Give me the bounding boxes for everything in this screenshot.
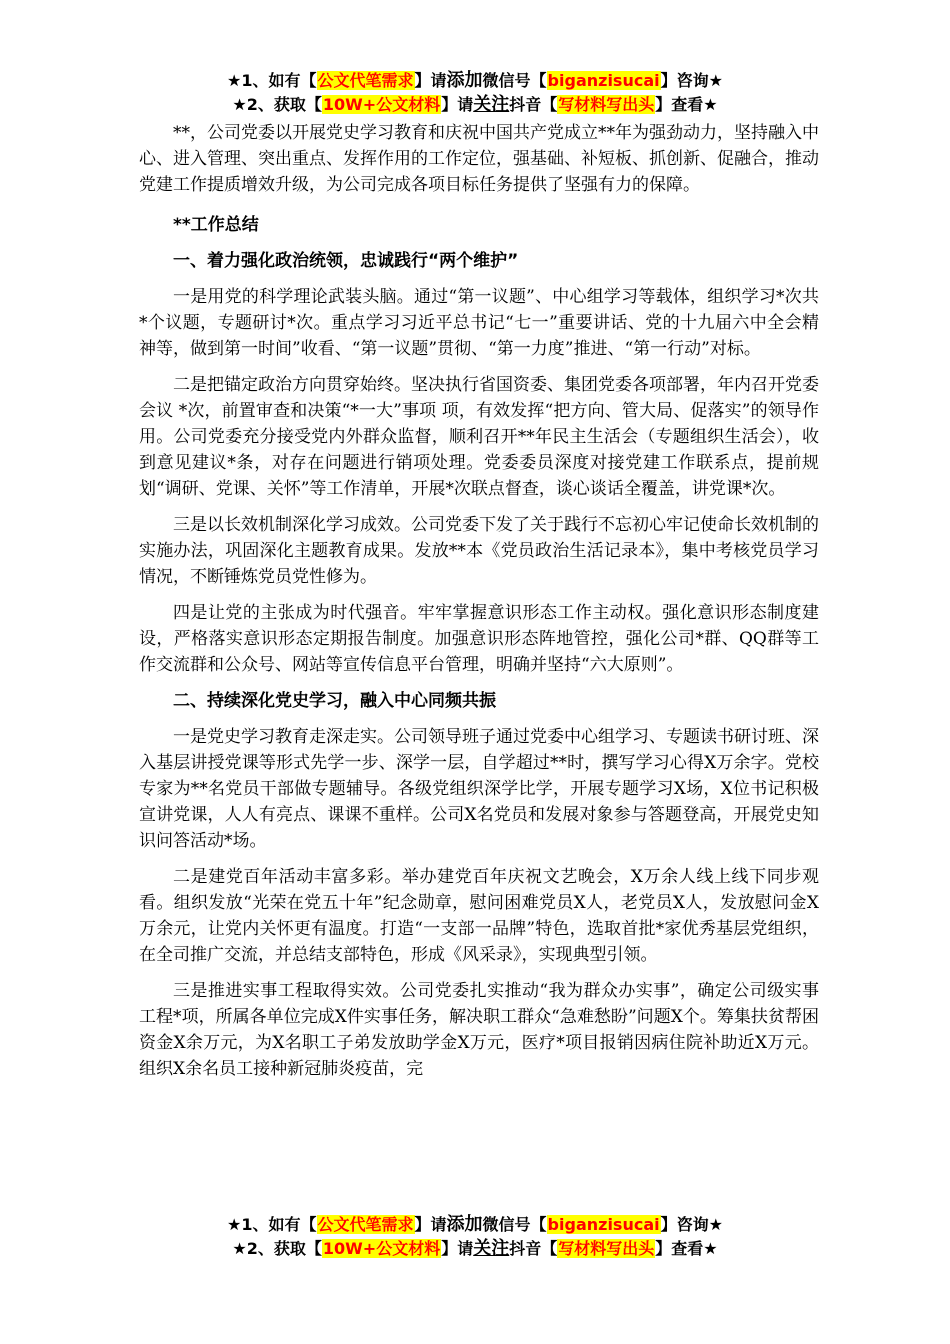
- banner-line-2: ★2、获取【10W+公文材料】请关注抖音【写材料写出头】查看★: [232, 94, 718, 115]
- highlight-wechat-id: biganzisucai: [547, 1215, 660, 1234]
- section-1-heading: 一、着力强化政治统领，忠诚践行“两个维护”: [173, 251, 519, 271]
- section-2-paragraph: 一是党史学习教育走深走实。公司领导班子通过党委中心组学习、专题读书研讨班、深入基层讲授党课等形式先学一步、深学一层，自学超过**时，撰写学习心得X万余字。党校专家为**名党员干部做专题辅导。各级党组织深学比学，开展专题学习X场，X位书记积极宣讲党课，人人有亮点、课课不重样。公司X名党员和发展对象参与答题登高，开展党史知识问答活动*场。: [139, 727, 819, 851]
- section-1-paragraph: 二是把锚定政治方向贯穿始终。坚决执行省国资委、集团党委各项部署，年内召开党委会议 *次，前置审查和决策“*一大”事项 项，有效发挥“把方向、管大局、促落实”的领导作用。公司党委充分接受党内外群众监督，顺利召开**年民主生活会（专题组织生活会），收到意见建议*条，对存在问题进行销项处理。党委委员深度对接党建工作联系点，提前规划“调研、党课、关怀”等工作清单，开展*次联点督查，谈心谈话全覆盖，讲党课*次。: [139, 375, 819, 499]
- highlight-materials: 10W+公文材料: [322, 1239, 441, 1258]
- summary-heading: **工作总结: [173, 215, 259, 235]
- intro-paragraph: **，公司党委以开展党史学习教育和庆祝中国共产党成立**年为强劲动力，坚持融入中心、进入管理、突出重点、发挥作用的工作定位，强基础、补短板、抓创新、促融合，推动党建工作提质增效升级，为公司完成各项目标任务提供了坚强有力的保障。: [139, 123, 819, 195]
- section-2-paragraph: 二是建党百年活动丰富多彩。举办建党百年庆祝文艺晚会，X万余人线上线下同步观看。组织发放“光荣在党五十年”纪念勋章，慰问困难党员X人，老党员X人，发放慰问金X万余元，让党内关怀更有温度。打造“一支部一品牌”特色，选取首批*家优秀基层党组织，在全司推广交流，并总结支部特色，形成《风采录》，实现典型引领。: [139, 867, 819, 965]
- section-2-heading: 二、持续深化党史学习，融入中心同频共振: [173, 691, 496, 711]
- bottom-banner: [0, 1213, 950, 1261]
- document-body: [139, 120, 819, 1092]
- highlight-service: 公文代笔需求: [317, 1215, 414, 1234]
- section-1-paragraph: 四是让党的主张成为时代强音。牢牢掌握意识形态工作主动权。强化意识形态制度建设，严格落实意识形态定期报告制度。加强意识形态阵地管控，强化公司*群、QQ群等工作交流群和公众号、网站等宣传信息平台管理，明确并坚持“六大原则”。: [139, 603, 819, 675]
- highlight-douyin: 写材料写出头: [558, 95, 655, 114]
- section-2-paragraph: 三是推进实事工程取得实效。公司党委扎实推动“我为群众办实事”，确定公司级实事工程*项，所属各单位完成X件实事任务，解决职工群众“急难愁盼”问题X个。筹集扶贫帮困资金X余万元，为X名职工子弟发放助学金X万元，医疗*项目报销因病住院补助近X万元。组织X余名员工接种新冠肺炎疫苗，完: [139, 981, 819, 1079]
- highlight-materials: 10W+公文材料: [322, 95, 441, 114]
- highlight-wechat-id: biganzisucai: [547, 71, 660, 90]
- banner-line-1: ★1、如有【公文代笔需求】请添加微信号【biganzisucai】咨询★: [227, 70, 723, 91]
- highlight-douyin: 写材料写出头: [558, 1239, 655, 1258]
- section-1-paragraph: 一是用党的科学理论武装头脑。通过“第一议题”、中心组学习等载体，组织学习*次共*个议题，专题研讨*次。重点学习习近平总书记“七一”重要讲话、党的十九届六中全会精神等，做到第一时间”收看、“第一议题”贯彻、“第一力度”推进、“第一行动”对标。: [139, 287, 819, 359]
- section-1-paragraph: 三是以长效机制深化学习成效。公司党委下发了关于践行不忘初心牢记使命长效机制的实施办法，巩固深化主题教育成果。发放**本《党员政治生活记录本》，集中考核党员学习情况，不断锤炼党员党性修为。: [139, 515, 819, 587]
- highlight-service: 公文代笔需求: [317, 71, 414, 90]
- top-banner: [0, 69, 950, 117]
- banner-line-1: ★1、如有【公文代笔需求】请添加微信号【biganzisucai】咨询★: [227, 1214, 723, 1235]
- banner-line-2: ★2、获取【10W+公文材料】请关注抖音【写材料写出头】查看★: [232, 1238, 718, 1259]
